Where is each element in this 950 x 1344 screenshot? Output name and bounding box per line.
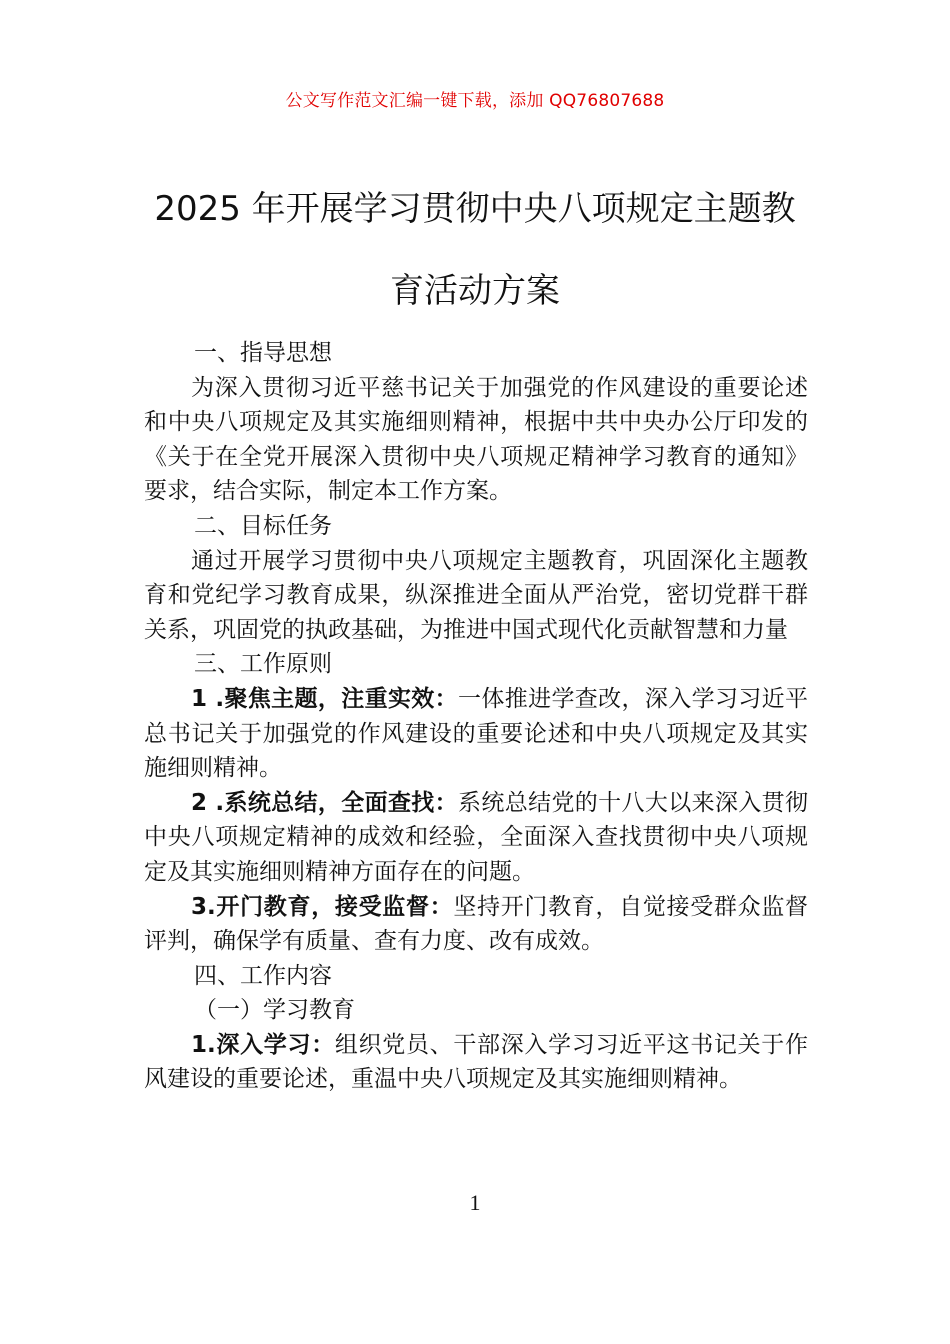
- paragraph-guiding-ideology: 为深入贯彻习近平慈书记关于加强党的作风建设的重要论述和中央八项规定及其实施细则精神，根据中共中央办公厅印发的《关于在全党开展深入贯彻中央八项规疋精神学习教育的通知》要求，结合实际，制定本工作方案。: [144, 374, 808, 505]
- document-title: [0, 168, 950, 332]
- download-notice: 公文写作范文汇编一键下载，添加 QQ76807688: [285, 91, 665, 111]
- principle-lead: 1 .聚焦主题，注重实效：: [191, 685, 459, 712]
- page-number: 1: [469, 1190, 481, 1215]
- title-line-1: 2025 年开展学习贯彻中央八项规定主题教: [154, 189, 796, 229]
- section-heading-work-content: 四、工作内容: [194, 962, 332, 989]
- title-line-2: 育活动方案: [390, 271, 560, 311]
- section-heading-principles: 三、工作原则: [194, 651, 332, 678]
- principle-lead: 2 .系统总结，全面查找：: [191, 789, 459, 816]
- principle-item: [144, 682, 808, 786]
- document-body: [144, 336, 808, 1097]
- work-item-lead: 1.深入学习：: [191, 1031, 335, 1058]
- principle-text: 坚持开门教育，自觉接受群众监督评判，确保学有质量、查有力度、改有成效。: [144, 893, 809, 955]
- principle-item: [144, 786, 808, 890]
- section-heading-guiding-ideology: 一、指导思想: [194, 340, 332, 366]
- work-item: [144, 1028, 808, 1097]
- section-heading-goals: 二、目标任务: [194, 512, 332, 539]
- paragraph-goals: 通过开展学习贯彻中央八项规定主题教育，巩固深化主题教育和党纪学习教育成果，纵深推进全面从严治党，密切党群干群关系，巩固党的执政基础，为推进中国式现代化贡献智慧和力量: [144, 547, 808, 643]
- principle-lead: 3.开门教育，接受监督：: [191, 893, 454, 920]
- principle-text: 一体推进学查改，深入学习习近平总书记关于加强党的作风建设的重要论述和中央八项规定及其实施细则精神。: [144, 685, 809, 782]
- subsection-heading-study: （一）学习教育: [194, 997, 355, 1024]
- work-item-text: 组织党员、干部深入学习习近平这书记关于作风建设的重要论述，重温中央八项规定及其实施细则精神。: [144, 1031, 809, 1093]
- principle-item: [144, 890, 808, 959]
- principle-text: 系统总结党的十八大以来深入贯彻中央八项规定精神的成效和经验，全面深入查找贯彻中央八项规定及其实施细则精神方面存在的问题。: [144, 789, 809, 885]
